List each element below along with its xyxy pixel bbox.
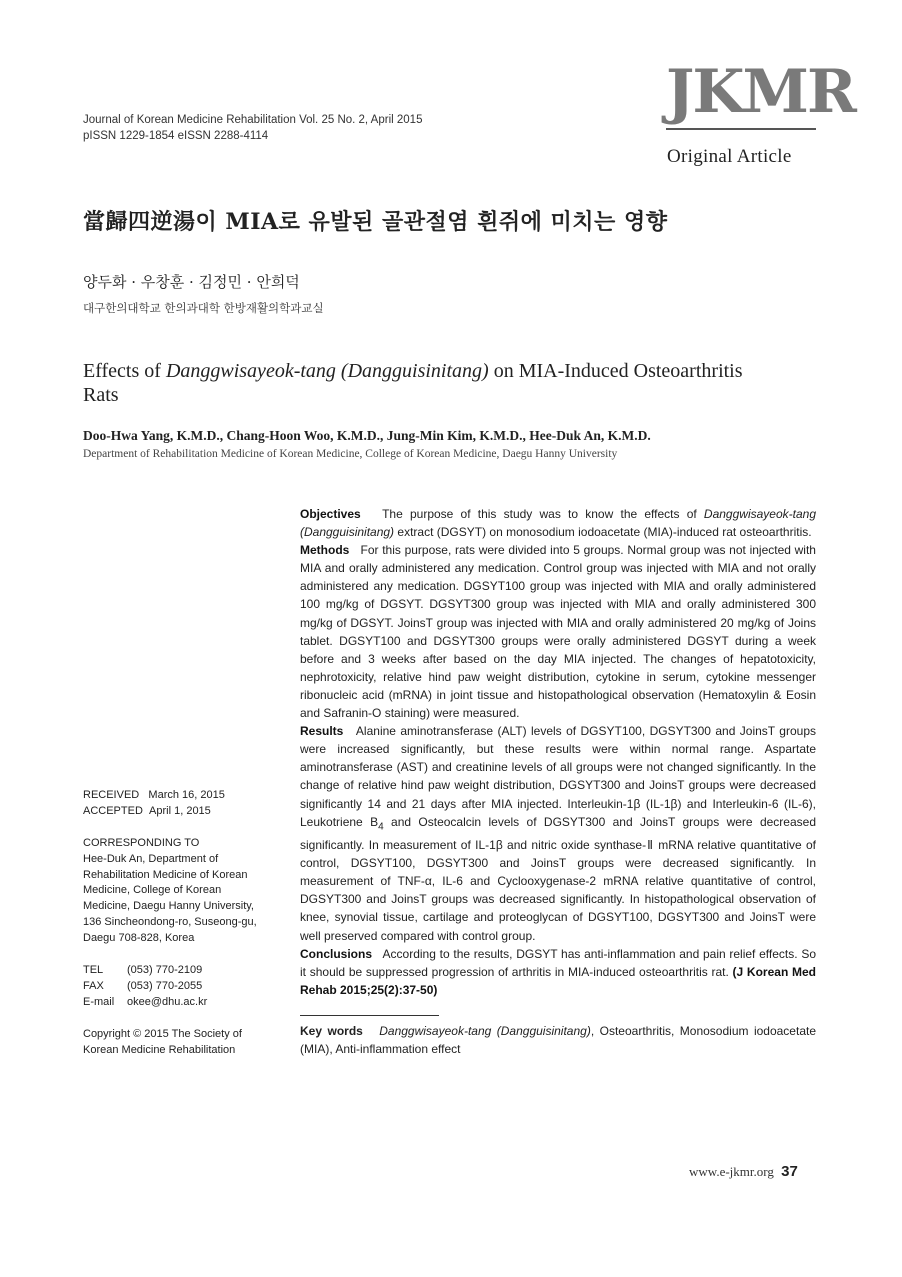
fax-value: (053) 770-2055 bbox=[127, 979, 203, 992]
keywords-rest: , Osteoarthritis, Monosodium iodoacetate (MIA), Anti-inflammation effect bbox=[300, 1024, 816, 1056]
tel-value: (053) 770-2109 bbox=[127, 964, 203, 976]
methods-label: Methods bbox=[300, 543, 350, 558]
page-number: 37 bbox=[781, 1163, 798, 1180]
keywords-label: Key words bbox=[300, 1024, 363, 1038]
article-type: Original Article bbox=[667, 146, 792, 167]
abstract-objectives bbox=[300, 505, 816, 541]
received-row bbox=[83, 788, 225, 804]
accepted-label: ACCEPTED bbox=[83, 804, 143, 817]
results-text-b: and Osteocalcin levels of DGSYT300 and JoinsT groups were decreased significantly. In measurement of IL-1β and nitric oxide synthase-Ⅱ mRNA relative quantitative of control, DGSYT100, DGSYT300 and JoinsT groups were decreased significantly. In measurement of TNF-α, IL-6 and Cyclooxygenase-2 mRNA relative quantitative of control, DGSYT300 and JoinsT groups was decreased significantly. In histopathological observation of knee, synovial tissue, cartilage and proteoglycan of DGSYT100, DGSYT300 and JoinsT were well preserved compared with control group. bbox=[300, 814, 816, 943]
conclusions-label: Conclusions bbox=[300, 946, 373, 961]
abstract bbox=[300, 505, 816, 999]
objectives-text-post: extract (DGSYT) on monosodium iodoacetate (MIA)-induced rat osteoarthritis. bbox=[394, 525, 812, 540]
methods-text: For this purpose, rats were divided into 5 groups. Normal group was not injected with MIA and orally administered any medication. Control group was injected with MIA and not orally administered any medication. DGSYT100 group was injected with MIA and orally administered 100 mg/kg of DGSYT. DGSYT300 group was injected with MIA and orally administered 300 mg/kg of DGSYT. JoinsT group was injected with MIA and orally administered 20 mg/kg of Joins tablet. DGSYT100 and DGSYT300 groups were orally administered DGSYT during a week before and 3 weeks after based on the day MIA injected. The changes of hepatotoxicity, nephrotoxicity, relative hind paw weight distribution, cytokine in serum, cytokine messenger ribonucleic acid (mRNA) in joint tissue and histopathological observation (Hematoxylin & Eosin and Safranin-O staining) were measured. bbox=[300, 543, 816, 721]
logo-text: JKMR bbox=[666, 57, 855, 127]
jkmr-logo bbox=[666, 50, 855, 135]
english-authors: Doo-Hwa Yang, K.M.D., Chang-Hoon Woo, K.M.D., Jung-Min Kim, K.M.D., Hee-Duk An, K.M.D. bbox=[83, 428, 651, 443]
received-date: March 16, 2015 bbox=[148, 789, 225, 801]
fax-row bbox=[83, 979, 207, 995]
corresponding-line: Hee-Duk An, Department of bbox=[83, 852, 219, 865]
fax-label: FAX bbox=[83, 979, 104, 992]
corresponding-line: Medicine, Daegu Hanny University, bbox=[83, 900, 254, 913]
corresponding-label: CORRESPONDING TO bbox=[83, 837, 200, 849]
korean-affiliation: 대구한의대학교 한의과대학 한방재활의학과교실 bbox=[83, 301, 324, 315]
corresponding-block bbox=[83, 836, 257, 947]
dates-block bbox=[83, 788, 225, 820]
results-text-a: Alanine aminotransferase (ALT) levels of DGSYT100, DGSYT300 and JoinsT groups were increased significantly, but these results were within normal range. Aspartate aminotransferase (AST) and creatinine levels of all groups were not changed significantly. In the change of relative hind paw weight distribution, DGSYT300 and JoinsT groups were decreased significantly 14 and 21 days after MIA injected. Interleukin-1β (IL-1β) and Interleukin-6 (IL-6), Leukotriene B bbox=[300, 724, 816, 829]
page-footer bbox=[689, 1163, 798, 1180]
corresponding-line: 136 Sincheondong-ro, Suseong-gu, bbox=[83, 915, 257, 928]
keywords bbox=[300, 1022, 816, 1058]
citation: (J Korean Med Rehab 2015;25(2):37-50) bbox=[300, 964, 816, 997]
journal-header bbox=[83, 112, 422, 144]
korean-authors: 양두화 · 우창훈 · 김정민 · 안희덕 bbox=[83, 273, 300, 291]
objectives-text-pre: The purpose of this study was to know the effects of bbox=[382, 507, 704, 521]
conclusions-text: According to the results, DGSYT has anti-inflammation and pain relief effects. So it should be suppressed progression of arthritis in MIA-induced osteoarthritis rat. bbox=[300, 946, 816, 979]
journal-citation: Journal of Korean Medicine Rehabilitation Vol. 25 No. 2, April 2015 bbox=[83, 114, 423, 126]
corresponding-line: Rehabilitation Medicine of Korean bbox=[83, 868, 248, 881]
tel-label: TEL bbox=[83, 964, 104, 976]
copyright-line: Korean Medicine Rehabilitation bbox=[83, 1043, 236, 1056]
corresponding-line: Medicine, College of Korean bbox=[83, 884, 222, 897]
objectives-text-italic: Danggwisayeok-tang (Dangguisinitang) bbox=[300, 507, 816, 540]
accepted-row bbox=[83, 804, 225, 820]
abstract-results bbox=[300, 722, 816, 945]
copyright-block bbox=[83, 1027, 242, 1059]
english-title-italic: Danggwisayeok-tang (Dangguisinitang) bbox=[165, 360, 489, 382]
english-affiliation: Department of Rehabilitation Medicine of Korean Medicine, College of Korean Medicine, Daegu Hanny University bbox=[83, 448, 618, 460]
abstract-conclusions bbox=[300, 945, 816, 999]
journal-issn: pISSN 1229-1854 eISSN 2288-4114 bbox=[83, 130, 269, 142]
results-label: Results bbox=[300, 724, 344, 739]
email-row bbox=[83, 995, 207, 1011]
abstract-methods bbox=[300, 541, 816, 722]
accepted-date: April 1, 2015 bbox=[149, 804, 211, 817]
english-title-post: on MIA-Induced Osteoarthritis Rats bbox=[83, 360, 743, 406]
contact-block bbox=[83, 963, 207, 1010]
copyright-line: Copyright © 2015 The Society of bbox=[83, 1028, 242, 1040]
korean-title: 當歸四逆湯이 MIA로 유발된 골관절염 흰쥐에 미치는 영향 bbox=[83, 209, 668, 235]
keywords-italic: Danggwisayeok-tang (Dangguisinitang) bbox=[379, 1024, 591, 1038]
english-title-pre: Effects of bbox=[83, 360, 166, 382]
corresponding-line: Daegu 708-828, Korea bbox=[83, 931, 195, 944]
email-value: okee@dhu.ac.kr bbox=[127, 995, 208, 1008]
email-label: E-mail bbox=[83, 995, 115, 1008]
objectives-label: Objectives bbox=[300, 507, 361, 521]
results-subscript: 4 bbox=[378, 820, 384, 832]
logo-underline bbox=[666, 128, 816, 130]
journal-url: www.e-jkmr.org bbox=[689, 1164, 774, 1179]
english-title bbox=[83, 359, 783, 407]
tel-row bbox=[83, 963, 207, 979]
keywords-divider bbox=[300, 1015, 439, 1016]
received-label: RECEIVED bbox=[83, 789, 140, 801]
